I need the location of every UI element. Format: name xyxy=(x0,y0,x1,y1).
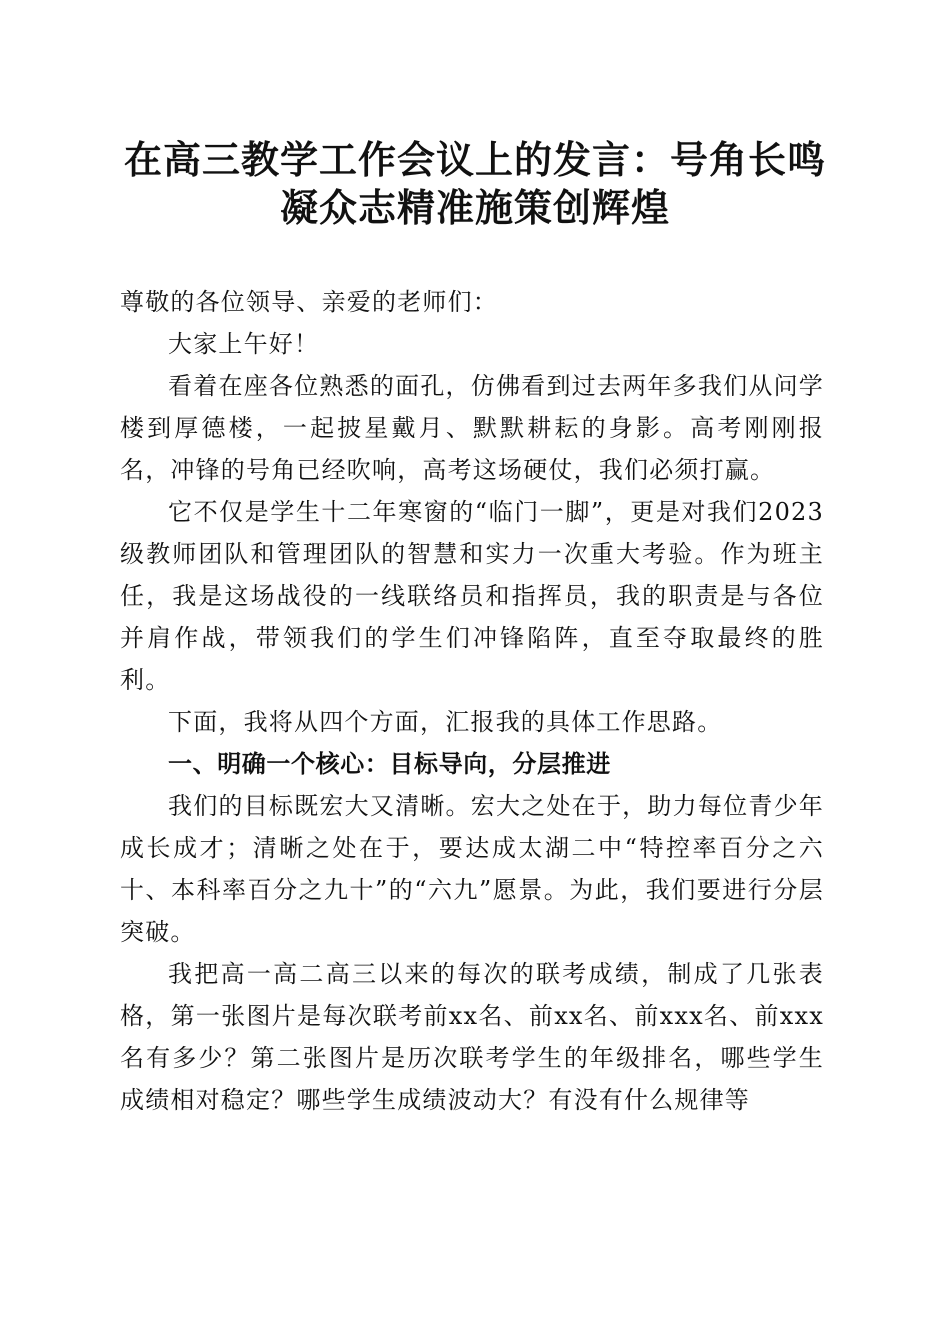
document-body xyxy=(120,281,824,1121)
salutation: 尊敬的各位领导、亲爱的老师们： xyxy=(120,288,498,316)
section-heading-1: 一、明确一个核心：目标导向，分层推进 xyxy=(168,750,611,778)
greeting: 大家上午好！ xyxy=(168,330,320,358)
paragraph-opening: 看着在座各位熟悉的面孔，仿佛看到过去两年多我们从问学楼到厚德楼，一起披星戴月、默默耕耘的身影。高考刚刚报名，冲锋的号角已经吹响，高考这场硬仗，我们必须打赢。 xyxy=(120,372,824,484)
paragraph-outline: 下面，我将从四个方面，汇报我的具体工作思路。 xyxy=(168,708,723,736)
paragraph-goal: 我们的目标既宏大又清晰。宏大之处在于，助力每位青少年成长成才；清晰之处在于，要达成太湖二中“特控率百分之六十、本科率百分之九十”的“六九”愿景。为此，我们要进行分层突破。 xyxy=(120,792,824,946)
paragraph-significance: 它不仅是学生十二年寒窗的“临门一脚”，更是对我们2023级教师团队和管理团队的智慧和实力一次重大考验。作为班主任，我是这场战役的一线联络员和指挥员，我的职责是与各位并肩作战，带领我们的学生们冲锋陷阵，直至夺取最终的胜利。 xyxy=(120,498,824,694)
document-title: 在高三教学工作会议上的发言：号角长鸣凝众志精准施策创辉煌 xyxy=(123,137,826,230)
paragraph-score-analysis: 我把高一高二高三以来的每次的联考成绩，制成了几张表格，第一张图片是每次联考前xx名、前xx名、前xxx名、前xxx名有多少？第二张图片是历次联考学生的年级排名，哪些学生成绩相对稳定？哪些学生成绩波动大？有没有什么规律等 xyxy=(120,960,824,1114)
